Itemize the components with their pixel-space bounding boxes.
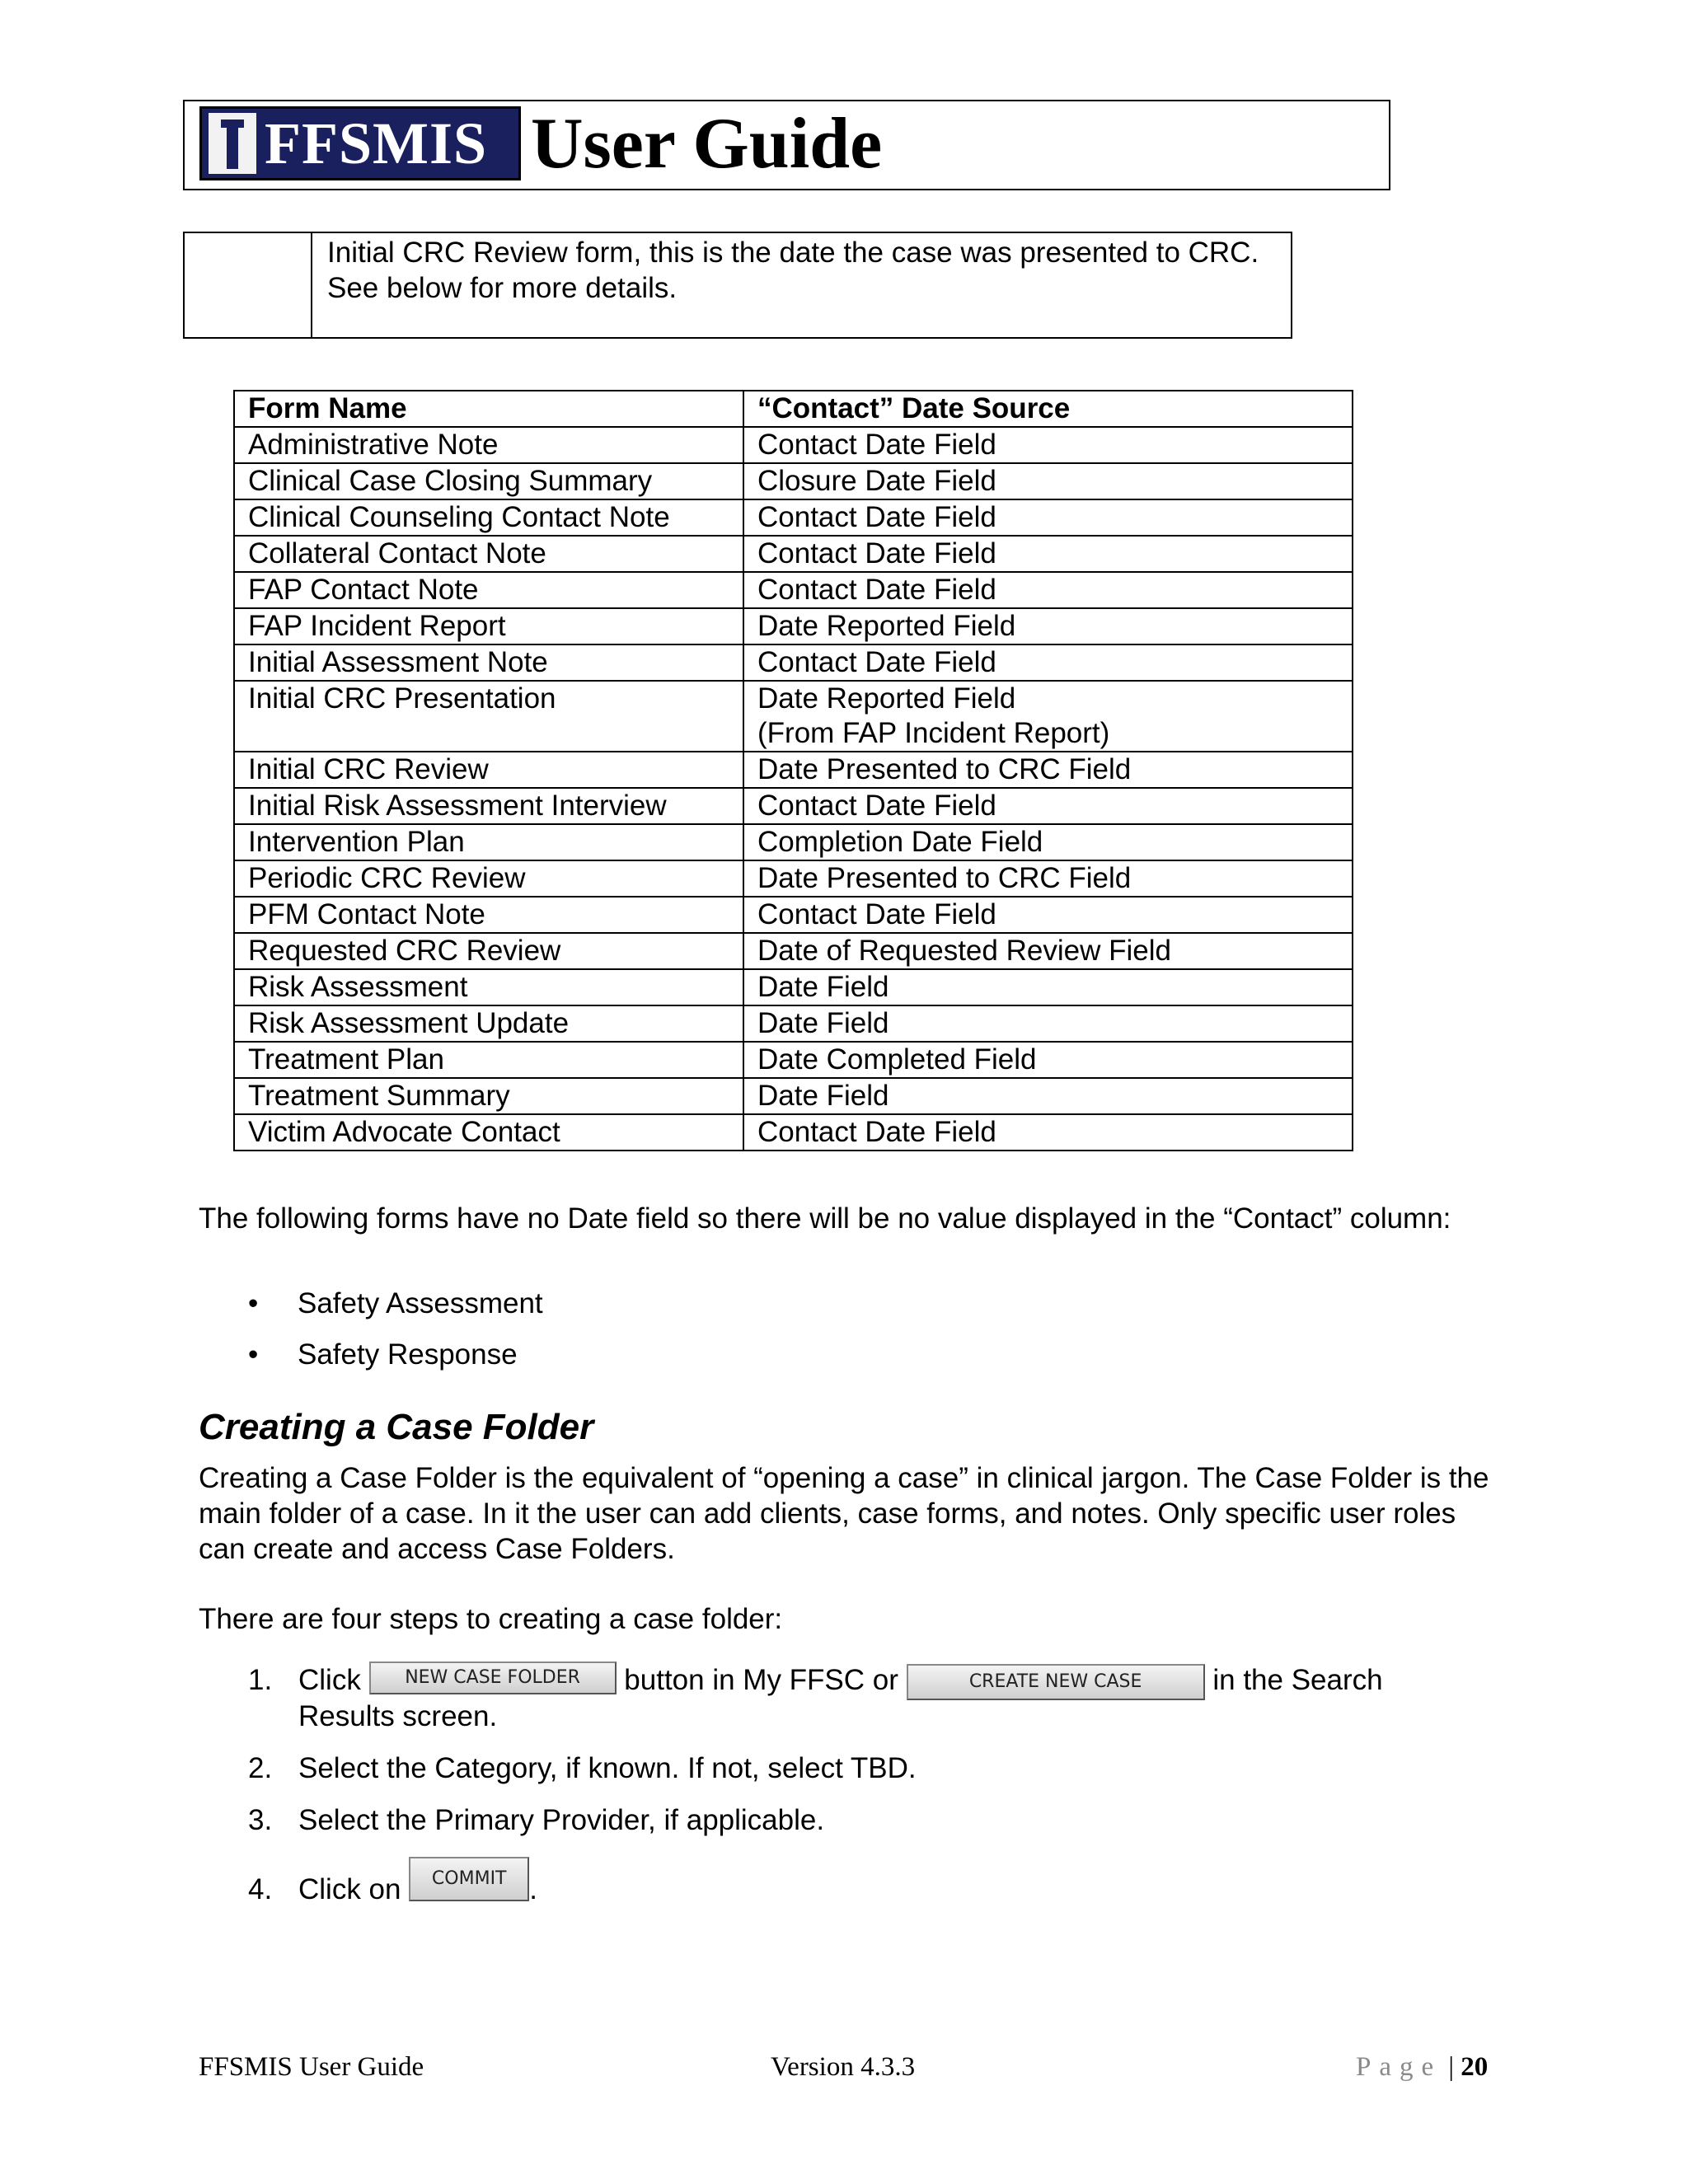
date-source-cell bbox=[743, 824, 1353, 860]
step-text: Click bbox=[298, 1664, 369, 1696]
date-source-line: Contact Date Field bbox=[757, 790, 996, 822]
date-source-cell bbox=[743, 1005, 1353, 1042]
bullet-icon: • bbox=[248, 1338, 259, 1371]
form-name-cell: Initial Risk Assessment Interview bbox=[234, 788, 743, 824]
table-row bbox=[234, 427, 1353, 463]
date-source-line: Closure Date Field bbox=[757, 465, 996, 497]
page-label: Page bbox=[1356, 2052, 1442, 2082]
form-name-cell: Risk Assessment Update bbox=[234, 1005, 743, 1042]
step-text: Select the Primary Provider, if applicable. bbox=[298, 1804, 825, 1836]
form-name-cell: Initial CRC Presentation bbox=[234, 681, 743, 752]
form-name-cell: PFM Contact Note bbox=[234, 897, 743, 933]
step-text: in the Search bbox=[1204, 1664, 1383, 1696]
table-row bbox=[234, 536, 1353, 572]
step-text: button in My FFSC or bbox=[616, 1664, 907, 1696]
step-text: Select the Category, if known. If not, select TBD. bbox=[298, 1752, 917, 1784]
date-source-line: Date Presented to CRC Field bbox=[757, 753, 1132, 785]
table-row bbox=[234, 860, 1353, 897]
date-source-line: Date Field bbox=[757, 1007, 889, 1039]
date-source-cell bbox=[743, 536, 1353, 572]
date-source-cell bbox=[743, 499, 1353, 536]
list-item bbox=[248, 1337, 543, 1388]
no-date-list bbox=[248, 1286, 543, 1388]
table-row bbox=[234, 933, 1353, 969]
header-title: User Guide bbox=[531, 104, 883, 184]
list-item-text: Safety Response bbox=[298, 1338, 518, 1371]
step-text: Results screen. bbox=[298, 1700, 498, 1732]
step-number: 3. bbox=[248, 1804, 273, 1836]
form-name-cell: Clinical Counseling Contact Note bbox=[234, 499, 743, 536]
step-number: 4. bbox=[248, 1873, 273, 1905]
form-name-cell: Initial CRC Review bbox=[234, 752, 743, 788]
date-source-line: Contact Date Field bbox=[757, 1116, 996, 1148]
steps-intro: There are four steps to creating a case folder: bbox=[199, 1603, 783, 1635]
continuation-table bbox=[183, 232, 1292, 339]
date-source-line: Date Presented to CRC Field bbox=[757, 862, 1132, 894]
form-name-cell: Collateral Contact Note bbox=[234, 536, 743, 572]
form-name-cell: FAP Contact Note bbox=[234, 572, 743, 608]
table-row bbox=[234, 969, 1353, 1005]
date-source-line: Date Reported Field bbox=[757, 682, 1016, 715]
date-source-cell bbox=[743, 681, 1353, 752]
date-source-line: Contact Date Field bbox=[757, 574, 996, 606]
step-body bbox=[298, 1868, 537, 1907]
date-source-line: Completion Date Field bbox=[757, 826, 1043, 858]
table-row bbox=[234, 499, 1353, 536]
table-row bbox=[234, 608, 1353, 644]
date-source-line: Date Completed Field bbox=[757, 1043, 1037, 1076]
date-source-cell bbox=[743, 860, 1353, 897]
section-heading: Creating a Case Folder bbox=[199, 1407, 594, 1447]
date-source-line: Contact Date Field bbox=[757, 898, 996, 930]
table-row bbox=[234, 752, 1353, 788]
form-name-cell: Risk Assessment bbox=[234, 969, 743, 1005]
form-name-cell: Initial Assessment Note bbox=[234, 644, 743, 681]
date-source-cell bbox=[743, 572, 1353, 608]
date-source-line: Date Reported Field bbox=[757, 610, 1016, 642]
table-header-row bbox=[234, 391, 1353, 427]
date-source-line: Contact Date Field bbox=[757, 429, 996, 461]
date-source-cell bbox=[743, 1042, 1353, 1078]
page-number: 20 bbox=[1461, 2052, 1489, 2082]
table-row bbox=[234, 572, 1353, 608]
date-source-line: Date Field bbox=[757, 1080, 889, 1112]
form-name-cell: Requested CRC Review bbox=[234, 933, 743, 969]
date-source-cell bbox=[743, 788, 1353, 824]
form-name-cell: Treatment Plan bbox=[234, 1042, 743, 1078]
form-name-cell: Treatment Summary bbox=[234, 1078, 743, 1114]
date-source-cell bbox=[743, 1114, 1353, 1151]
list-item-text: Safety Assessment bbox=[298, 1287, 543, 1319]
date-source-cell bbox=[743, 933, 1353, 969]
logo-text: FFSMIS bbox=[265, 110, 488, 176]
date-source-cell bbox=[743, 608, 1353, 644]
table-row bbox=[234, 788, 1353, 824]
continuation-left-cell bbox=[185, 233, 312, 337]
form-name-cell: FAP Incident Report bbox=[234, 608, 743, 644]
table-row bbox=[234, 824, 1353, 860]
lighthouse-emblem-icon bbox=[207, 111, 258, 176]
table-row bbox=[234, 1114, 1353, 1151]
footer-page bbox=[1356, 2052, 1488, 2083]
date-source-line: Contact Date Field bbox=[757, 501, 996, 533]
step-text: . bbox=[529, 1873, 537, 1905]
date-source-cell bbox=[743, 463, 1353, 499]
date-source-cell bbox=[743, 969, 1353, 1005]
table-row bbox=[234, 1042, 1353, 1078]
section-paragraph: Creating a Case Folder is the equivalent of “opening a case” in clinical jargon. The Case Folder is the main folder of a case. In it the user can add clients, case forms, and notes. Only specific user roles can create and access Case Folders. bbox=[199, 1462, 1489, 1565]
bullet-icon: • bbox=[248, 1287, 259, 1319]
column-header: “Contact” Date Source bbox=[743, 391, 1353, 427]
ffsmis-logo bbox=[199, 106, 521, 180]
form-name-cell: Periodic CRC Review bbox=[234, 860, 743, 897]
date-source-line: Date Field bbox=[757, 971, 889, 1003]
form-name-cell: Administrative Note bbox=[234, 427, 743, 463]
step-text: Click on bbox=[298, 1873, 410, 1905]
footer-left: FFSMIS User Guide bbox=[199, 2052, 424, 2082]
commit-button[interactable]: COMMIT bbox=[409, 1857, 529, 1901]
date-source-line: Date of Requested Review Field bbox=[757, 935, 1171, 967]
date-source-line: (From FAP Incident Report) bbox=[757, 717, 1110, 749]
date-source-line: Contact Date Field bbox=[757, 537, 996, 569]
form-name-cell: Clinical Case Closing Summary bbox=[234, 463, 743, 499]
new-case-folder-button[interactable]: NEW CASE FOLDER bbox=[369, 1661, 617, 1694]
no-date-intro: The following forms have no Date field so there will be no value displayed in the “Contact” column: bbox=[199, 1202, 1451, 1235]
continuation-text: Initial CRC Review form, this is the date the case was presented to CRC. See below for more details. bbox=[327, 237, 1259, 304]
table-row bbox=[234, 681, 1353, 752]
table-row bbox=[234, 1005, 1353, 1042]
date-source-cell bbox=[743, 427, 1353, 463]
footer-version: Version 4.3.3 bbox=[771, 2052, 916, 2082]
form-name-cell: Intervention Plan bbox=[234, 824, 743, 860]
date-source-cell bbox=[743, 752, 1353, 788]
header-box bbox=[183, 100, 1390, 190]
list-item bbox=[248, 1286, 543, 1337]
step-number: 2. bbox=[248, 1752, 273, 1784]
date-source-cell bbox=[743, 897, 1353, 933]
step-number: 1. bbox=[248, 1664, 273, 1696]
table-row bbox=[234, 1078, 1353, 1114]
date-source-cell bbox=[743, 644, 1353, 681]
table-row bbox=[234, 463, 1353, 499]
step-body bbox=[298, 1662, 1383, 1700]
form-name-cell: Victim Advocate Contact bbox=[234, 1114, 743, 1151]
page-separator: | bbox=[1448, 2052, 1455, 2082]
date-source-line: Contact Date Field bbox=[757, 646, 996, 678]
table-row bbox=[234, 897, 1353, 933]
column-header: Form Name bbox=[234, 391, 743, 427]
date-source-cell bbox=[743, 1078, 1353, 1114]
table-row bbox=[234, 644, 1353, 681]
contact-date-table bbox=[233, 390, 1353, 1151]
create-new-case-button[interactable]: CREATE NEW CASE bbox=[907, 1664, 1205, 1700]
